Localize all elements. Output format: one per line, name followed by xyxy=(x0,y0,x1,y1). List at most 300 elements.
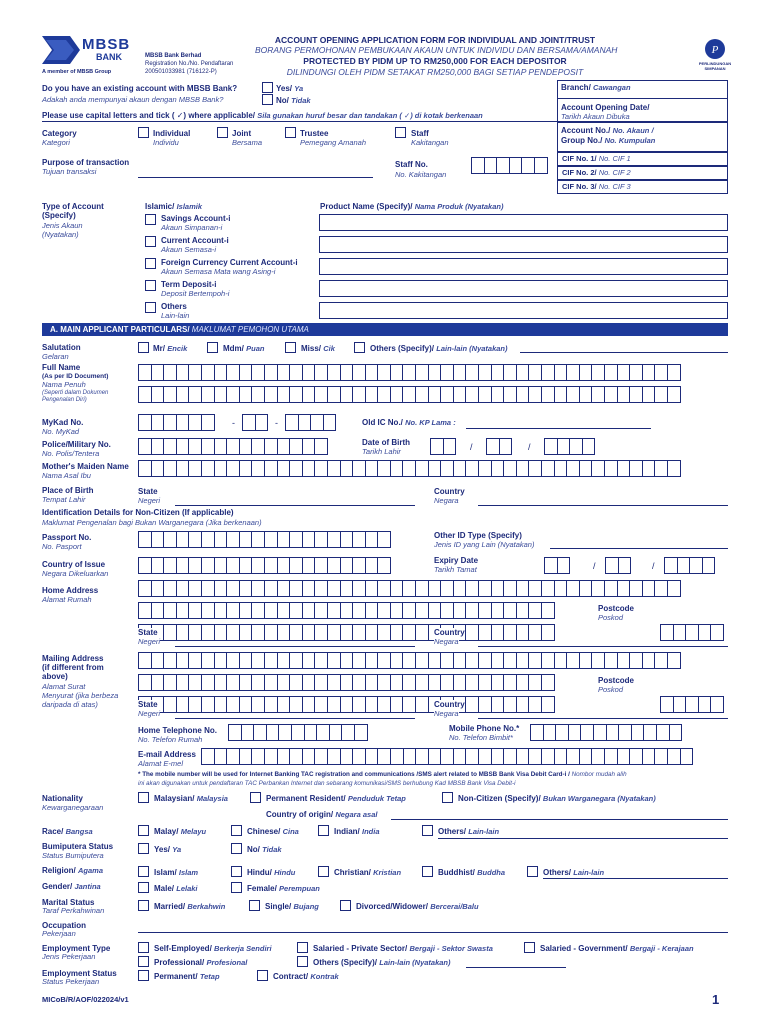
char-cell[interactable] xyxy=(314,557,328,574)
char-cell[interactable] xyxy=(264,364,278,381)
char-cell[interactable] xyxy=(491,674,505,691)
char-cell[interactable] xyxy=(428,580,442,597)
char-cell[interactable] xyxy=(516,748,530,765)
char-cell[interactable] xyxy=(255,414,269,431)
char-cell[interactable] xyxy=(340,531,354,548)
indian-checkbox[interactable] xyxy=(318,825,329,836)
char-cell[interactable] xyxy=(541,364,555,381)
char-cell[interactable] xyxy=(226,531,240,548)
char-cell[interactable] xyxy=(352,674,366,691)
char-cell[interactable] xyxy=(214,386,228,403)
char-cell[interactable] xyxy=(264,557,278,574)
char-cell[interactable] xyxy=(289,386,303,403)
char-cell[interactable] xyxy=(617,748,631,765)
mykad-grid-1[interactable] xyxy=(138,414,214,431)
char-cell[interactable] xyxy=(543,724,557,741)
char-cell[interactable] xyxy=(528,652,542,669)
char-cell[interactable] xyxy=(617,386,631,403)
char-cell[interactable] xyxy=(365,624,379,641)
char-cell[interactable] xyxy=(415,748,429,765)
home-address-grid-1[interactable] xyxy=(138,580,680,597)
char-cell[interactable] xyxy=(314,438,328,455)
char-cell[interactable] xyxy=(403,748,417,765)
char-cell[interactable] xyxy=(264,674,278,691)
char-cell[interactable] xyxy=(352,460,366,477)
char-cell[interactable] xyxy=(604,364,618,381)
char-cell[interactable] xyxy=(710,696,724,713)
char-cell[interactable] xyxy=(201,602,215,619)
char-cell[interactable] xyxy=(201,748,215,765)
char-cell[interactable] xyxy=(516,602,530,619)
char-cell[interactable] xyxy=(298,414,312,431)
mykad-grid-2[interactable] xyxy=(242,414,267,431)
char-cell[interactable] xyxy=(214,624,228,641)
char-cell[interactable] xyxy=(591,460,605,477)
char-cell[interactable] xyxy=(491,748,505,765)
religion-others-checkbox[interactable] xyxy=(527,866,538,877)
char-cell[interactable] xyxy=(239,438,253,455)
char-cell[interactable] xyxy=(440,748,454,765)
hindu-checkbox[interactable] xyxy=(231,866,242,877)
char-cell[interactable] xyxy=(188,414,202,431)
char-cell[interactable] xyxy=(453,674,467,691)
home-postcode-grid[interactable] xyxy=(660,624,723,641)
char-cell[interactable] xyxy=(528,580,542,597)
char-cell[interactable] xyxy=(302,674,316,691)
char-cell[interactable] xyxy=(228,724,242,741)
char-cell[interactable] xyxy=(667,364,681,381)
mobile-grid[interactable] xyxy=(530,724,681,741)
char-cell[interactable] xyxy=(340,364,354,381)
char-cell[interactable] xyxy=(327,602,341,619)
char-cell[interactable] xyxy=(618,557,632,574)
char-cell[interactable] xyxy=(654,364,668,381)
char-cell[interactable] xyxy=(465,602,479,619)
product-input-2[interactable] xyxy=(319,236,728,253)
char-cell[interactable] xyxy=(176,386,190,403)
char-cell[interactable] xyxy=(428,652,442,669)
miss-checkbox[interactable] xyxy=(285,342,296,353)
char-cell[interactable] xyxy=(277,386,291,403)
char-cell[interactable] xyxy=(214,531,228,548)
char-cell[interactable] xyxy=(377,674,391,691)
char-cell[interactable] xyxy=(377,557,391,574)
char-cell[interactable] xyxy=(377,580,391,597)
char-cell[interactable] xyxy=(579,652,593,669)
char-cell[interactable] xyxy=(327,364,341,381)
char-cell[interactable] xyxy=(415,602,429,619)
char-cell[interactable] xyxy=(591,748,605,765)
char-cell[interactable] xyxy=(251,652,265,669)
char-cell[interactable] xyxy=(660,696,674,713)
char-cell[interactable] xyxy=(352,602,366,619)
char-cell[interactable] xyxy=(654,386,668,403)
mailing-state-line[interactable] xyxy=(175,718,415,719)
char-cell[interactable] xyxy=(352,557,366,574)
char-cell[interactable] xyxy=(566,652,580,669)
char-cell[interactable] xyxy=(541,674,555,691)
passport-grid[interactable] xyxy=(138,531,390,548)
char-cell[interactable] xyxy=(264,580,278,597)
char-cell[interactable] xyxy=(528,364,542,381)
char-cell[interactable] xyxy=(680,748,694,765)
char-cell[interactable] xyxy=(352,696,366,713)
char-cell[interactable] xyxy=(277,580,291,597)
char-cell[interactable] xyxy=(377,460,391,477)
char-cell[interactable] xyxy=(566,580,580,597)
char-cell[interactable] xyxy=(188,386,202,403)
islam-checkbox[interactable] xyxy=(138,866,149,877)
char-cell[interactable] xyxy=(264,748,278,765)
char-cell[interactable] xyxy=(390,386,404,403)
char-cell[interactable] xyxy=(239,602,253,619)
char-cell[interactable] xyxy=(226,652,240,669)
char-cell[interactable] xyxy=(239,557,253,574)
char-cell[interactable] xyxy=(428,364,442,381)
char-cell[interactable] xyxy=(251,557,265,574)
char-cell[interactable] xyxy=(138,386,152,403)
char-cell[interactable] xyxy=(310,414,324,431)
char-cell[interactable] xyxy=(289,652,303,669)
char-cell[interactable] xyxy=(528,696,542,713)
char-cell[interactable] xyxy=(390,364,404,381)
char-cell[interactable] xyxy=(151,460,165,477)
char-cell[interactable] xyxy=(251,624,265,641)
char-cell[interactable] xyxy=(629,580,643,597)
char-cell[interactable] xyxy=(264,386,278,403)
home-address-grid-3[interactable] xyxy=(138,624,554,641)
char-cell[interactable] xyxy=(163,531,177,548)
char-cell[interactable] xyxy=(314,460,328,477)
divorced-checkbox[interactable] xyxy=(340,900,351,911)
char-cell[interactable] xyxy=(516,674,530,691)
char-cell[interactable] xyxy=(289,557,303,574)
char-cell[interactable] xyxy=(402,580,416,597)
savings-checkbox[interactable] xyxy=(145,214,156,225)
char-cell[interactable] xyxy=(302,438,316,455)
char-cell[interactable] xyxy=(642,580,656,597)
char-cell[interactable] xyxy=(314,696,328,713)
char-cell[interactable] xyxy=(151,364,165,381)
char-cell[interactable] xyxy=(278,724,292,741)
char-cell[interactable] xyxy=(314,748,328,765)
char-cell[interactable] xyxy=(340,557,354,574)
char-cell[interactable] xyxy=(555,724,569,741)
char-cell[interactable] xyxy=(503,748,517,765)
char-cell[interactable] xyxy=(428,602,442,619)
char-cell[interactable] xyxy=(503,460,517,477)
char-cell[interactable] xyxy=(554,748,568,765)
char-cell[interactable] xyxy=(201,438,215,455)
char-cell[interactable] xyxy=(163,386,177,403)
char-cell[interactable] xyxy=(302,624,316,641)
char-cell[interactable] xyxy=(264,602,278,619)
char-cell[interactable] xyxy=(188,602,202,619)
char-cell[interactable] xyxy=(176,652,190,669)
mother-grid[interactable] xyxy=(138,460,680,477)
char-cell[interactable] xyxy=(667,652,681,669)
char-cell[interactable] xyxy=(314,364,328,381)
char-cell[interactable] xyxy=(503,652,517,669)
char-cell[interactable] xyxy=(327,531,341,548)
mykad-grid-3[interactable] xyxy=(285,414,335,431)
char-cell[interactable] xyxy=(365,386,379,403)
char-cell[interactable] xyxy=(214,748,228,765)
male-checkbox[interactable] xyxy=(138,882,149,893)
char-cell[interactable] xyxy=(239,696,253,713)
country-issue-grid[interactable] xyxy=(138,557,390,574)
char-cell[interactable] xyxy=(478,674,492,691)
char-cell[interactable] xyxy=(541,602,555,619)
char-cell[interactable] xyxy=(264,696,278,713)
char-cell[interactable] xyxy=(176,414,190,431)
char-cell[interactable] xyxy=(402,674,416,691)
mailing-grid-3[interactable] xyxy=(138,696,554,713)
char-cell[interactable] xyxy=(499,438,513,455)
char-cell[interactable] xyxy=(285,414,299,431)
char-cell[interactable] xyxy=(579,364,593,381)
char-cell[interactable] xyxy=(352,531,366,548)
char-cell[interactable] xyxy=(516,652,530,669)
char-cell[interactable] xyxy=(664,557,678,574)
char-cell[interactable] xyxy=(365,531,379,548)
char-cell[interactable] xyxy=(557,438,571,455)
others-salutation-line[interactable] xyxy=(520,352,728,353)
char-cell[interactable] xyxy=(554,460,568,477)
char-cell[interactable] xyxy=(566,386,580,403)
char-cell[interactable] xyxy=(642,386,656,403)
char-cell[interactable] xyxy=(201,557,215,574)
char-cell[interactable] xyxy=(340,652,354,669)
char-cell[interactable] xyxy=(214,602,228,619)
char-cell[interactable] xyxy=(698,624,712,641)
char-cell[interactable] xyxy=(629,364,643,381)
char-cell[interactable] xyxy=(239,386,253,403)
char-cell[interactable] xyxy=(138,531,152,548)
char-cell[interactable] xyxy=(377,624,391,641)
char-cell[interactable] xyxy=(302,602,316,619)
char-cell[interactable] xyxy=(440,674,454,691)
char-cell[interactable] xyxy=(582,438,596,455)
char-cell[interactable] xyxy=(440,580,454,597)
char-cell[interactable] xyxy=(151,414,165,431)
char-cell[interactable] xyxy=(591,364,605,381)
char-cell[interactable] xyxy=(289,696,303,713)
char-cell[interactable] xyxy=(604,580,618,597)
char-cell[interactable] xyxy=(327,652,341,669)
char-cell[interactable] xyxy=(327,386,341,403)
char-cell[interactable] xyxy=(453,460,467,477)
char-cell[interactable] xyxy=(304,724,318,741)
product-input-5[interactable] xyxy=(319,302,728,319)
char-cell[interactable] xyxy=(264,438,278,455)
char-cell[interactable] xyxy=(491,624,505,641)
char-cell[interactable] xyxy=(302,386,316,403)
char-cell[interactable] xyxy=(239,531,253,548)
mdm-checkbox[interactable] xyxy=(207,342,218,353)
char-cell[interactable] xyxy=(365,460,379,477)
char-cell[interactable] xyxy=(465,580,479,597)
char-cell[interactable] xyxy=(289,438,303,455)
char-cell[interactable] xyxy=(541,580,555,597)
char-cell[interactable] xyxy=(151,386,165,403)
occupation-line[interactable] xyxy=(138,932,728,933)
char-cell[interactable] xyxy=(340,624,354,641)
char-cell[interactable] xyxy=(365,364,379,381)
char-cell[interactable] xyxy=(491,460,505,477)
char-cell[interactable] xyxy=(277,460,291,477)
char-cell[interactable] xyxy=(478,748,492,765)
char-cell[interactable] xyxy=(465,696,479,713)
char-cell[interactable] xyxy=(415,580,429,597)
char-cell[interactable] xyxy=(314,624,328,641)
char-cell[interactable] xyxy=(251,748,265,765)
char-cell[interactable] xyxy=(673,696,687,713)
expiry-day-grid[interactable] xyxy=(544,557,569,574)
char-cell[interactable] xyxy=(453,652,467,669)
char-cell[interactable] xyxy=(415,460,429,477)
char-cell[interactable] xyxy=(390,624,404,641)
char-cell[interactable] xyxy=(176,602,190,619)
char-cell[interactable] xyxy=(289,748,303,765)
old-ic-line[interactable] xyxy=(466,428,651,429)
char-cell[interactable] xyxy=(314,580,328,597)
char-cell[interactable] xyxy=(327,748,341,765)
char-cell[interactable] xyxy=(503,386,517,403)
char-cell[interactable] xyxy=(352,386,366,403)
char-cell[interactable] xyxy=(352,624,366,641)
char-cell[interactable] xyxy=(151,557,165,574)
char-cell[interactable] xyxy=(617,580,631,597)
char-cell[interactable] xyxy=(314,674,328,691)
char-cell[interactable] xyxy=(340,460,354,477)
char-cell[interactable] xyxy=(264,652,278,669)
char-cell[interactable] xyxy=(188,438,202,455)
char-cell[interactable] xyxy=(390,602,404,619)
category-joint-checkbox[interactable] xyxy=(217,127,228,138)
chinese-checkbox[interactable] xyxy=(231,825,242,836)
char-cell[interactable] xyxy=(566,748,580,765)
char-cell[interactable] xyxy=(340,696,354,713)
char-cell[interactable] xyxy=(365,602,379,619)
char-cell[interactable] xyxy=(151,674,165,691)
char-cell[interactable] xyxy=(302,557,316,574)
char-cell[interactable] xyxy=(241,724,255,741)
char-cell[interactable] xyxy=(226,438,240,455)
category-trustee-checkbox[interactable] xyxy=(285,127,296,138)
char-cell[interactable] xyxy=(201,624,215,641)
emp-others-line[interactable] xyxy=(466,967,566,968)
char-cell[interactable] xyxy=(617,460,631,477)
char-cell[interactable] xyxy=(440,364,454,381)
char-cell[interactable] xyxy=(327,557,341,574)
char-cell[interactable] xyxy=(667,460,681,477)
char-cell[interactable] xyxy=(377,652,391,669)
char-cell[interactable] xyxy=(377,364,391,381)
char-cell[interactable] xyxy=(365,748,379,765)
mr-checkbox[interactable] xyxy=(138,342,149,353)
char-cell[interactable] xyxy=(340,386,354,403)
char-cell[interactable] xyxy=(465,460,479,477)
char-cell[interactable] xyxy=(390,674,404,691)
char-cell[interactable] xyxy=(289,364,303,381)
char-cell[interactable] xyxy=(289,580,303,597)
char-cell[interactable] xyxy=(579,748,593,765)
char-cell[interactable] xyxy=(251,460,265,477)
char-cell[interactable] xyxy=(478,652,492,669)
char-cell[interactable] xyxy=(402,652,416,669)
char-cell[interactable] xyxy=(440,652,454,669)
char-cell[interactable] xyxy=(593,724,607,741)
char-cell[interactable] xyxy=(642,364,656,381)
char-cell[interactable] xyxy=(151,438,165,455)
char-cell[interactable] xyxy=(163,414,177,431)
others-acct-checkbox[interactable] xyxy=(145,302,156,313)
category-individual-checkbox[interactable] xyxy=(138,127,149,138)
mailing-postcode-grid[interactable] xyxy=(660,696,723,713)
staff-no-grid[interactable] xyxy=(471,157,547,174)
char-cell[interactable] xyxy=(428,386,442,403)
char-cell[interactable] xyxy=(440,386,454,403)
char-cell[interactable] xyxy=(415,364,429,381)
char-cell[interactable] xyxy=(251,531,265,548)
emp-others-checkbox[interactable] xyxy=(297,956,308,967)
char-cell[interactable] xyxy=(491,602,505,619)
char-cell[interactable] xyxy=(365,696,379,713)
char-cell[interactable] xyxy=(201,364,215,381)
char-cell[interactable] xyxy=(264,624,278,641)
char-cell[interactable] xyxy=(188,364,202,381)
char-cell[interactable] xyxy=(365,674,379,691)
char-cell[interactable] xyxy=(138,602,152,619)
char-cell[interactable] xyxy=(151,602,165,619)
char-cell[interactable] xyxy=(579,580,593,597)
expiry-month-grid[interactable] xyxy=(605,557,630,574)
char-cell[interactable] xyxy=(491,652,505,669)
char-cell[interactable] xyxy=(415,386,429,403)
home-tel-grid[interactable] xyxy=(228,724,367,741)
char-cell[interactable] xyxy=(377,386,391,403)
char-cell[interactable] xyxy=(377,602,391,619)
char-cell[interactable] xyxy=(541,624,555,641)
char-cell[interactable] xyxy=(606,724,620,741)
char-cell[interactable] xyxy=(352,580,366,597)
char-cell[interactable] xyxy=(214,557,228,574)
char-cell[interactable] xyxy=(516,386,530,403)
pob-country-line[interactable] xyxy=(478,505,728,506)
char-cell[interactable] xyxy=(327,460,341,477)
origin-line[interactable] xyxy=(391,819,728,820)
char-cell[interactable] xyxy=(617,364,631,381)
char-cell[interactable] xyxy=(440,460,454,477)
char-cell[interactable] xyxy=(302,748,316,765)
char-cell[interactable] xyxy=(503,696,517,713)
char-cell[interactable] xyxy=(277,748,291,765)
char-cell[interactable] xyxy=(176,557,190,574)
char-cell[interactable] xyxy=(163,438,177,455)
char-cell[interactable] xyxy=(277,624,291,641)
char-cell[interactable] xyxy=(428,460,442,477)
char-cell[interactable] xyxy=(669,724,683,741)
char-cell[interactable] xyxy=(685,696,699,713)
char-cell[interactable] xyxy=(163,460,177,477)
char-cell[interactable] xyxy=(323,414,337,431)
char-cell[interactable] xyxy=(201,386,215,403)
char-cell[interactable] xyxy=(176,580,190,597)
char-cell[interactable] xyxy=(465,652,479,669)
char-cell[interactable] xyxy=(544,438,558,455)
char-cell[interactable] xyxy=(453,386,467,403)
